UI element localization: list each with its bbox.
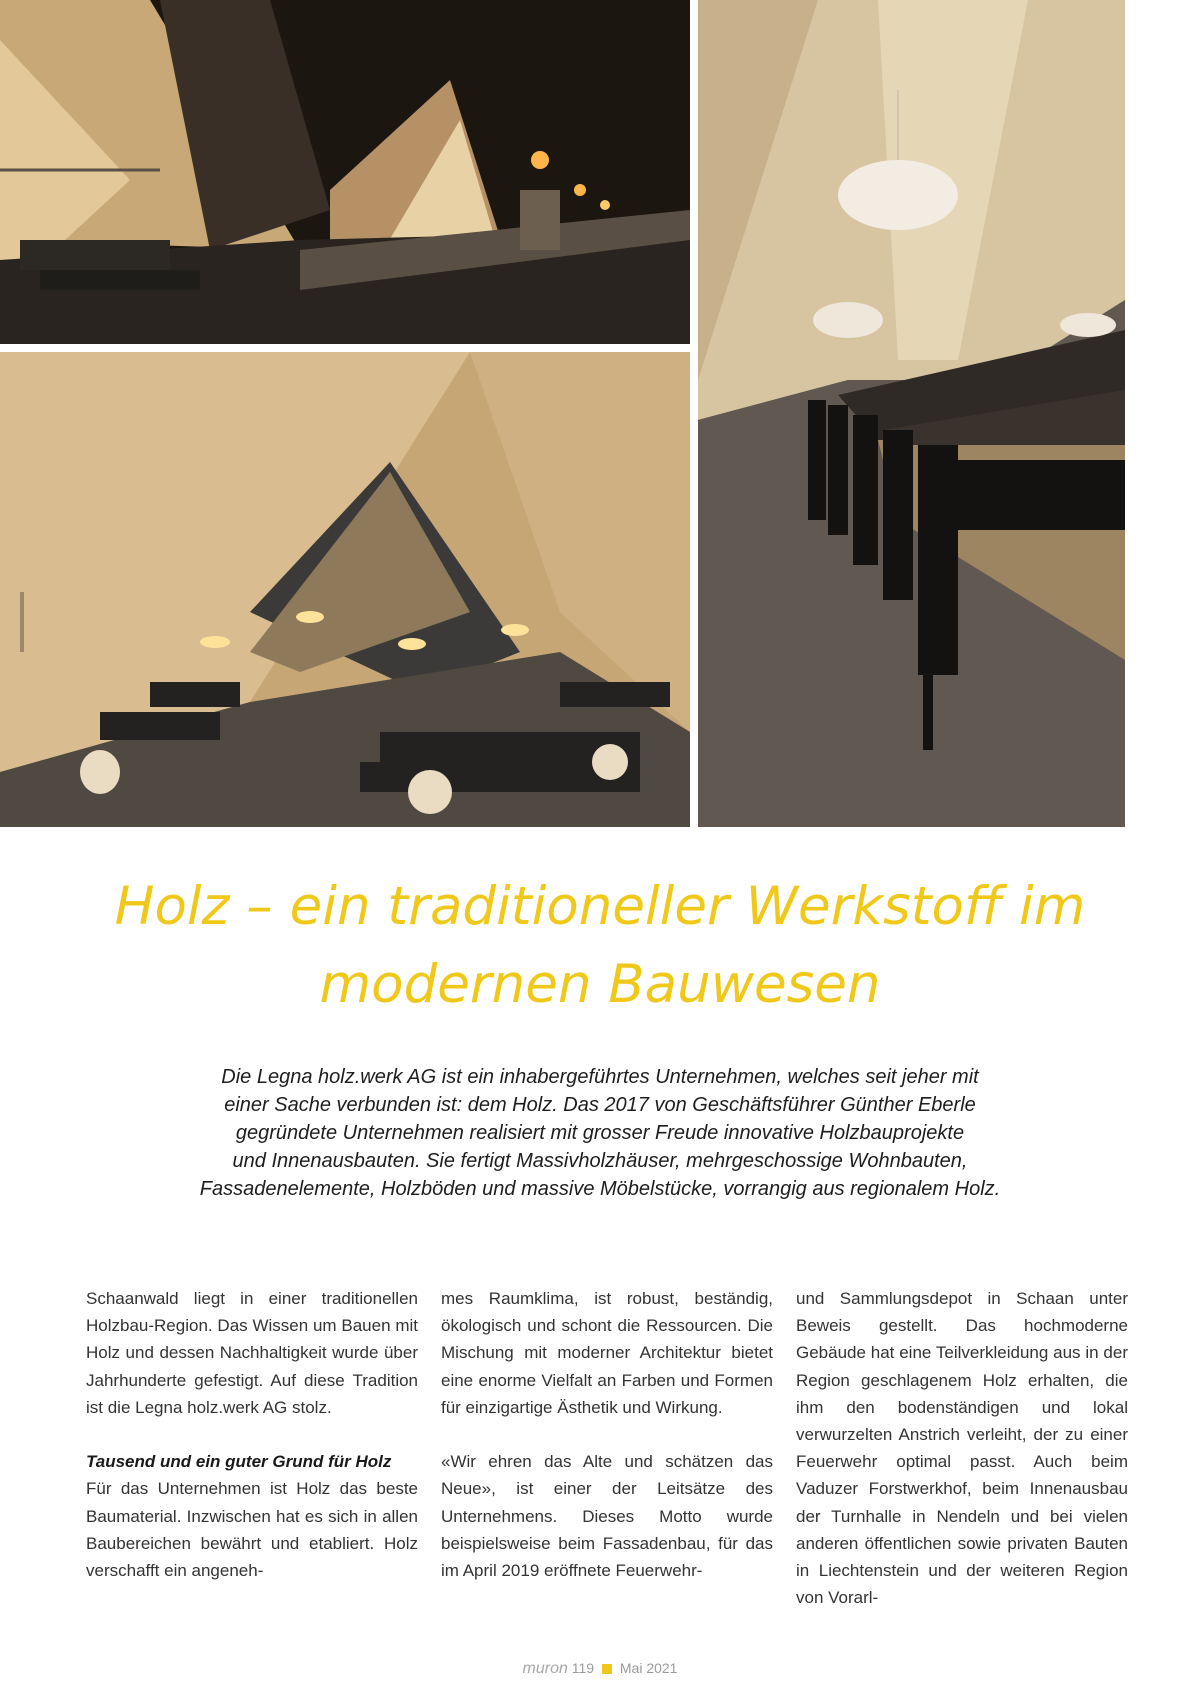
issue-number: 119: [571, 1660, 595, 1676]
lead-line: gegründete Unternehmen realisiert mit grosser Freude innovative Holzbauprojekte: [235, 1122, 965, 1144]
lead-line: Fassadenelemente, Holzböden und massive Möbelstücke, vorrangig aus regionalem Holz.: [199, 1178, 1001, 1200]
lead-paragraph: [160, 1063, 1040, 1203]
title-line-1: Holz – ein traditioneller Werkstoff im: [114, 876, 1086, 937]
body-column-2: [441, 1285, 773, 1611]
photo-bar-interior: [698, 0, 1125, 827]
article-title: [60, 868, 1140, 1024]
lead-line: und Innenausbauten. Sie fertigt Massivholzhäuser, mehrgeschossige Wohnbauten,: [232, 1150, 968, 1172]
body-column-1: [86, 1285, 418, 1611]
body-column-3: [796, 1285, 1128, 1639]
body-paragraph: «Wir ehren das Alte und schätzen das Neue», ist einer der Leitsätze des Unternehmens. Dieses Motto wurde beispielsweise beim Fassadenbau, für das im April 2019 eröffnete Feuerwehr-: [441, 1452, 773, 1581]
issue-date: Mai 2021: [619, 1660, 678, 1676]
page-footer: [0, 1660, 1200, 1678]
accent-square-icon: [602, 1664, 612, 1674]
body-paragraph: mes Raumklima, ist robust, beständig, ökologisch und schont die Ressourcen. Die Mischung mit moderner Architektur bietet eine enorme Vielfalt an Farben und Formen für einzigartige Ästhetik und Wirkung.: [441, 1289, 773, 1417]
body-paragraph: Schaanwald liegt in einer traditionellen Holzbau-Region. Das Wissen um Bauen mit Holz und dessen Nachhaltigkeit wurde über Jahrhunderte gefestigt. Auf diese Tradition ist die Legna holz.werk AG stolz.: [86, 1289, 418, 1417]
section-heading: Tausend und ein guter Grund für Holz: [86, 1452, 392, 1472]
body-paragraph: und Sammlungsdepot in Schaan unter Beweis gestellt. Das hochmoderne Gebäude hat eine Teilverkleidung aus in der Region geschlagenem Holz erhalten, die ihm den bodenständigen und lokal verwurzelten Anstrich verleiht, der zu einer Feuerwehr optimal passt. Auch beim Vaduzer Forstwerkhof, beim Innenausbau der Turnhalle in Nendeln und bei vielen anderen öffentlichen sowie privaten Bauten in Liechtenstein und der weiteren Region von Vorarl-: [796, 1289, 1128, 1608]
photo-night-terrace: [0, 0, 690, 344]
title-line-2: modernen Bauwesen: [319, 954, 881, 1015]
magazine-brand: muron: [522, 1660, 568, 1677]
photo-relaxation-room: [0, 352, 690, 827]
body-paragraph: Für das Unternehmen ist Holz das beste Baumaterial. Inzwischen hat es sich in allen Baubereichen bewährt und etabliert. Holz verschafft ein angeneh-: [86, 1479, 418, 1581]
lead-line: einer Sache verbunden ist: dem Holz. Das 2017 von Geschäftsführer Günther Eberle: [224, 1094, 976, 1116]
lead-line: Die Legna holz.werk AG ist ein inhabergeführtes Unternehmen, welches seit jeher mit: [221, 1066, 979, 1088]
